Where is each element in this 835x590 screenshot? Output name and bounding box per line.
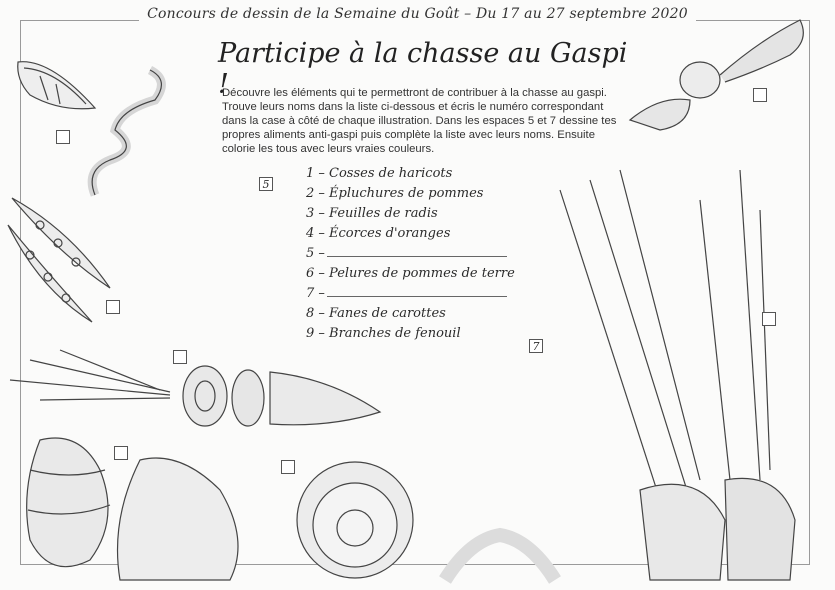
radish-illustration (630, 20, 803, 130)
write-in-line[interactable] (327, 244, 507, 257)
answer-box[interactable] (114, 446, 128, 460)
answer-box-five[interactable]: 5 (259, 177, 273, 191)
list-item (306, 304, 521, 324)
list-item (306, 224, 521, 244)
list-item (306, 324, 521, 344)
list-item-label: 6 – Pelures de pommes de terre (306, 266, 515, 281)
carrot-illustration (10, 350, 380, 426)
list-item-label: 5 – (306, 246, 325, 261)
list-item-label: 1 – Cosses de haricots (306, 166, 453, 181)
instructions-text: Découvre les éléments qui te permettront de contribuer à la chasse au gaspi. Trouve leurs noms dans la liste ci-dessous et écris le numéro correspondant dans la case à côté de chaque illustration. Dans les espaces 5 et 7 dessine tes propres aliments anti-gaspi puis complète la liste avec leurs noms. Ensuite colorie les tous avec leurs vraies couleurs. (222, 87, 617, 155)
potato-peel-illustration (27, 438, 238, 580)
write-in-line[interactable] (327, 284, 507, 297)
list-item-label: 4 – Écorces d'oranges (306, 226, 451, 241)
list-item (306, 284, 521, 304)
list-item-label: 8 – Fanes de carottes (306, 306, 446, 321)
answer-box[interactable] (106, 300, 120, 314)
bean-pod-illustration (8, 198, 110, 322)
list-item-label: 2 – Épluchures de pommes (306, 186, 484, 201)
answer-box[interactable] (762, 312, 776, 326)
answer-box[interactable] (173, 350, 187, 364)
answer-box-seven[interactable]: 7 (529, 339, 543, 353)
apple-core-illustration (297, 462, 555, 580)
page-title: Participe à la chasse au Gaspi ! (218, 38, 628, 100)
list-item (306, 164, 521, 184)
list-item (306, 244, 521, 264)
list-item (306, 204, 521, 224)
apple-peel-illustration (92, 70, 161, 195)
answer-list (306, 164, 521, 344)
contest-header-text: Concours de dessin de la Semaine du Goût – Du 17 au 27 septembre 2020 (139, 6, 696, 22)
answer-box[interactable] (281, 460, 295, 474)
list-item-label: 7 – (306, 286, 325, 301)
list-item (306, 184, 521, 204)
answer-box[interactable] (753, 88, 767, 102)
list-item-label: 3 – Feuilles de radis (306, 206, 438, 221)
list-item (306, 264, 521, 284)
answer-box[interactable] (56, 130, 70, 144)
orange-peel-illustration (18, 62, 95, 109)
list-item-label: 9 – Branches de fenouil (306, 326, 461, 341)
fennel-illustration (560, 170, 795, 580)
